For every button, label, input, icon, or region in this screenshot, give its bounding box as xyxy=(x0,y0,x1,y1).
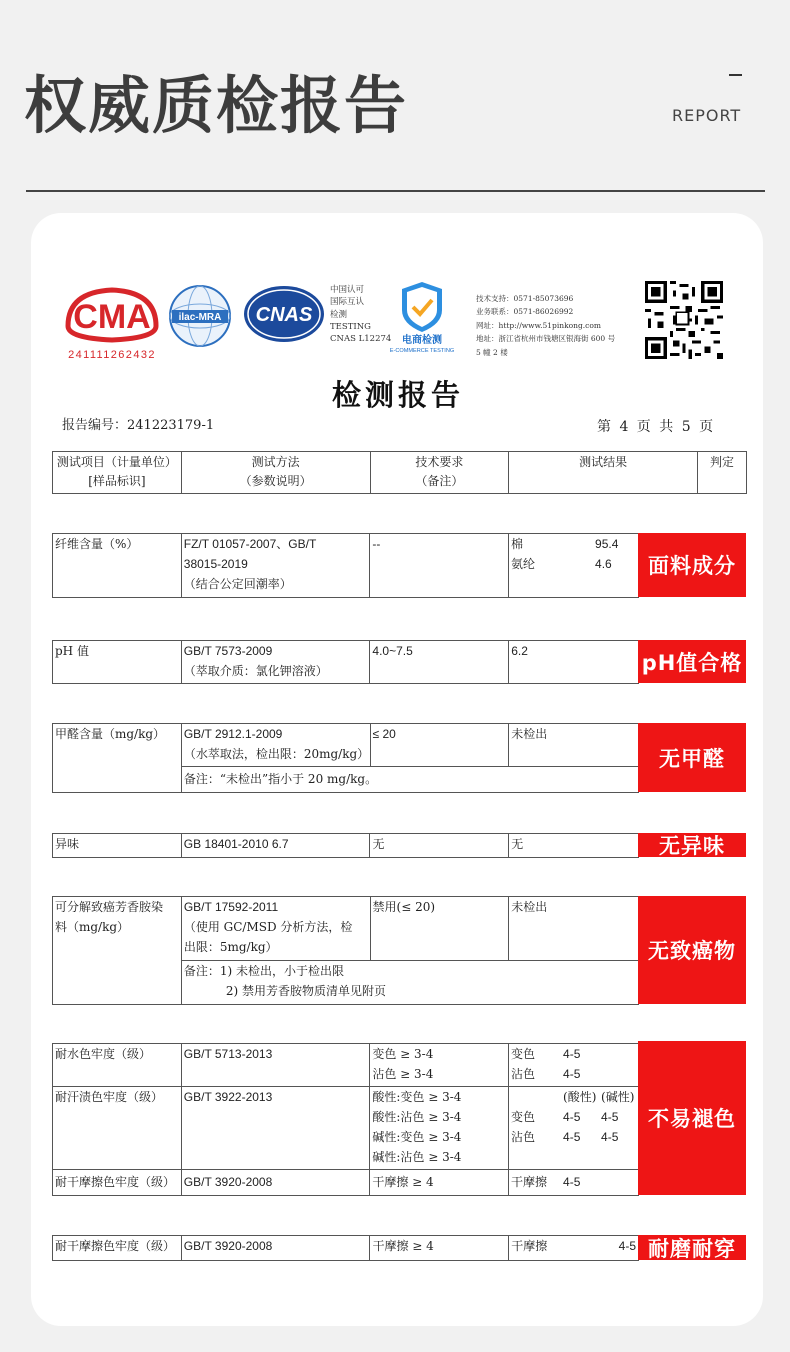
result-value: 4-5 xyxy=(563,1067,581,1081)
page-heading: 权威质检报告 xyxy=(24,69,409,142)
result-label: 氨纶 xyxy=(511,557,536,571)
result-value: 95.4 xyxy=(595,537,619,551)
item-cell: 耐干摩擦色牢度（级） xyxy=(53,1170,182,1196)
fiber-table xyxy=(52,533,639,598)
header-requirement xyxy=(370,452,509,494)
header-verdict xyxy=(698,452,747,494)
contact-line: 5 幢 2 楼 xyxy=(476,347,508,357)
requirement-cell: ≤ 20 xyxy=(370,724,509,767)
header-text: 测试方法 xyxy=(251,455,300,469)
result-value: 4.6 xyxy=(595,557,612,571)
contact-info xyxy=(476,292,636,359)
item-text: 可分解致癌芳香胺染 xyxy=(55,900,164,914)
heading-dash xyxy=(729,74,742,76)
method-cell xyxy=(181,724,370,767)
note-text: 2) 禁用芳香胺物质清单见附页 xyxy=(225,984,386,998)
result-cell: 未检出 xyxy=(509,897,639,961)
item-text: 料（mg/kg） xyxy=(55,920,130,934)
result-value: 4-5 xyxy=(601,1130,619,1144)
requirement-text: 碱性:沾色 ≥ 3-4 xyxy=(372,1150,462,1164)
ilac-text: ilac-MRA xyxy=(178,312,222,323)
cnas-note-line: 中国认可 xyxy=(330,285,365,295)
method-text: （萃取介质：氯化钾溶液） xyxy=(183,664,328,678)
note-text: 备注：1) 未检出，小于检出限 xyxy=(183,964,344,978)
requirement-cell xyxy=(370,1044,509,1087)
item-cell: 异味 xyxy=(53,834,182,858)
result-header: (碱性) xyxy=(601,1090,635,1104)
result-value: 4-5 xyxy=(601,1110,619,1124)
badge-wear: 耐磨耐穿 xyxy=(638,1235,746,1260)
ecom-cn-text: 电商检测 xyxy=(402,335,442,346)
requirement-text: 碱性:变色 ≥ 3-4 xyxy=(372,1130,462,1144)
result-header: (酸性) xyxy=(563,1090,597,1104)
ilac-mra-logo xyxy=(168,284,232,348)
cnas-note-line: TESTING xyxy=(330,321,371,332)
result-label: 沾色 xyxy=(511,1067,536,1081)
method-text: GB/T 7573-2009 xyxy=(183,644,273,658)
method-cell: GB 18401-2010 6.7 xyxy=(181,834,370,858)
requirement-cell: 干摩擦 ≥ 4 xyxy=(370,1170,509,1196)
result-cell: 无 xyxy=(509,834,639,858)
result-value: 4-5 xyxy=(563,1130,581,1144)
method-text: （使用 GC/MSD 分析方法，检 xyxy=(183,920,353,934)
result-label: 变色 xyxy=(511,1047,536,1061)
requirement-cell: 4.0~7.5 xyxy=(370,641,509,684)
result-cell xyxy=(509,534,639,598)
requirement-cell xyxy=(370,1087,509,1170)
result-label: 干摩擦 xyxy=(511,1175,548,1189)
method-cell xyxy=(181,534,370,598)
result-value: 4-5 xyxy=(563,1047,581,1061)
badge-ph: pH值合格 xyxy=(638,640,746,683)
result-label: 沾色 xyxy=(511,1130,536,1144)
result-value: 4-5 xyxy=(563,1110,581,1124)
ecommerce-testing-logo xyxy=(380,280,464,354)
contact-line: 网址：http://www.51pinkong.com xyxy=(476,320,601,330)
cnas-note-line: CNAS L12274 xyxy=(330,334,392,345)
requirement-cell: 无 xyxy=(370,834,509,858)
note-cell: 备注：“未检出”指小于 20 mg/kg。 xyxy=(181,767,638,793)
contact-line: 地址：浙江省杭州市钱塘区银海街 600 号 xyxy=(476,334,616,344)
result-cell xyxy=(509,1236,639,1261)
header-text: 判定 xyxy=(710,455,735,469)
cnas-note-line: 检测 xyxy=(330,309,348,320)
report-number: 报告编号：241223179-1 xyxy=(62,418,215,433)
result-value: 4-5 xyxy=(618,1239,636,1253)
header-item xyxy=(53,452,182,494)
result-cell: 未检出 xyxy=(509,724,639,767)
cma-logo xyxy=(60,284,164,364)
report-label: REPORT xyxy=(672,106,742,125)
header-text: 测试项目（计量单位） xyxy=(56,455,177,469)
fastness-table xyxy=(52,1043,639,1196)
item-cell: 耐水色牢度（级） xyxy=(53,1044,182,1087)
result-label: 干摩擦 xyxy=(511,1239,548,1253)
method-cell xyxy=(181,897,370,961)
header-result xyxy=(509,452,698,494)
method-text: GB/T 2912.1-2009 xyxy=(183,727,283,741)
header-text: 技术要求 xyxy=(415,455,464,469)
cma-number: 241111262432 xyxy=(68,349,156,361)
result-value: 4-5 xyxy=(563,1175,581,1189)
method-cell: GB/T 3920-2008 xyxy=(181,1236,370,1261)
method-text: 38015-2019 xyxy=(183,557,248,571)
result-cell xyxy=(509,1170,639,1196)
method-text: （结合公定回潮率） xyxy=(183,577,292,591)
requirement-cell: 禁用(≤ 20) xyxy=(370,897,509,961)
badge-fastness: 不易褪色 xyxy=(638,1041,746,1195)
item-cell: 耐汗渍色牢度（级） xyxy=(53,1087,182,1170)
amine-table xyxy=(52,896,639,1005)
header-text: [样品标识] xyxy=(88,474,146,488)
cnas-text: CNAS xyxy=(255,304,313,326)
cma-text: CMA xyxy=(73,298,151,336)
result-cell xyxy=(509,1044,639,1087)
ecom-en-text: E-COMMERCE TESTING xyxy=(389,348,455,354)
rub-table xyxy=(52,1235,639,1261)
item-cell: 纤维含量（%） xyxy=(53,534,182,598)
page-info: 第 4 页 共 5 页 xyxy=(597,419,716,435)
header-text: 测试结果 xyxy=(579,455,628,469)
header-method xyxy=(181,452,370,494)
method-cell: GB/T 3922-2013 xyxy=(181,1087,370,1170)
requirement-cell: -- xyxy=(370,534,509,598)
method-text: GB/T 17592-2011 xyxy=(183,900,279,914)
result-label: 棉 xyxy=(511,537,524,551)
qr-code-icon xyxy=(645,281,723,359)
method-cell: GB/T 3920-2008 xyxy=(181,1170,370,1196)
badge-fabric: 面料成分 xyxy=(638,533,746,597)
requirement-text: 酸性:沾色 ≥ 3-4 xyxy=(372,1110,462,1124)
badge-amine: 无致癌物 xyxy=(638,896,746,1004)
method-text: 出限：5mg/kg） xyxy=(183,940,278,954)
divider xyxy=(26,190,765,192)
method-text: （水萃取法，检出限：20mg/kg） xyxy=(183,747,370,761)
requirement-text: 沾色 ≥ 3-4 xyxy=(372,1067,434,1081)
cnas-note-line: 国际互认 xyxy=(330,297,365,308)
result-label: 变色 xyxy=(511,1110,536,1124)
odor-table xyxy=(52,833,639,858)
formaldehyde-table xyxy=(52,723,639,793)
cnas-logo xyxy=(242,282,326,346)
requirement-text: 酸性:变色 ≥ 3-4 xyxy=(372,1090,462,1104)
table-header xyxy=(52,451,747,494)
requirement-text: 变色 ≥ 3-4 xyxy=(372,1047,434,1061)
item-cell: 耐干摩擦色牢度（级） xyxy=(53,1236,182,1261)
document-title: 检测报告 xyxy=(332,378,465,412)
result-cell xyxy=(509,1087,639,1170)
badge-odor: 无异味 xyxy=(638,833,746,857)
badge-formaldehyde: 无甲醛 xyxy=(638,723,746,792)
contact-line: 业务联系：0571-86026992 xyxy=(476,307,574,317)
method-cell: GB/T 5713-2013 xyxy=(181,1044,370,1087)
requirement-cell: 干摩擦 ≥ 4 xyxy=(370,1236,509,1261)
header-text: （参数说明） xyxy=(239,474,312,488)
item-cell: pH 值 xyxy=(53,641,182,684)
method-cell xyxy=(181,641,370,684)
item-cell: 甲醛含量（mg/kg） xyxy=(53,724,182,793)
header-text: （备注） xyxy=(415,474,464,488)
contact-line: 技术支持：0571-85073696 xyxy=(476,294,574,303)
result-cell: 6.2 xyxy=(509,641,639,684)
note-cell xyxy=(181,961,638,1005)
method-text: FZ/T 01057-2007、GB/T xyxy=(183,537,317,551)
item-cell xyxy=(53,897,182,1005)
ph-table xyxy=(52,640,639,684)
